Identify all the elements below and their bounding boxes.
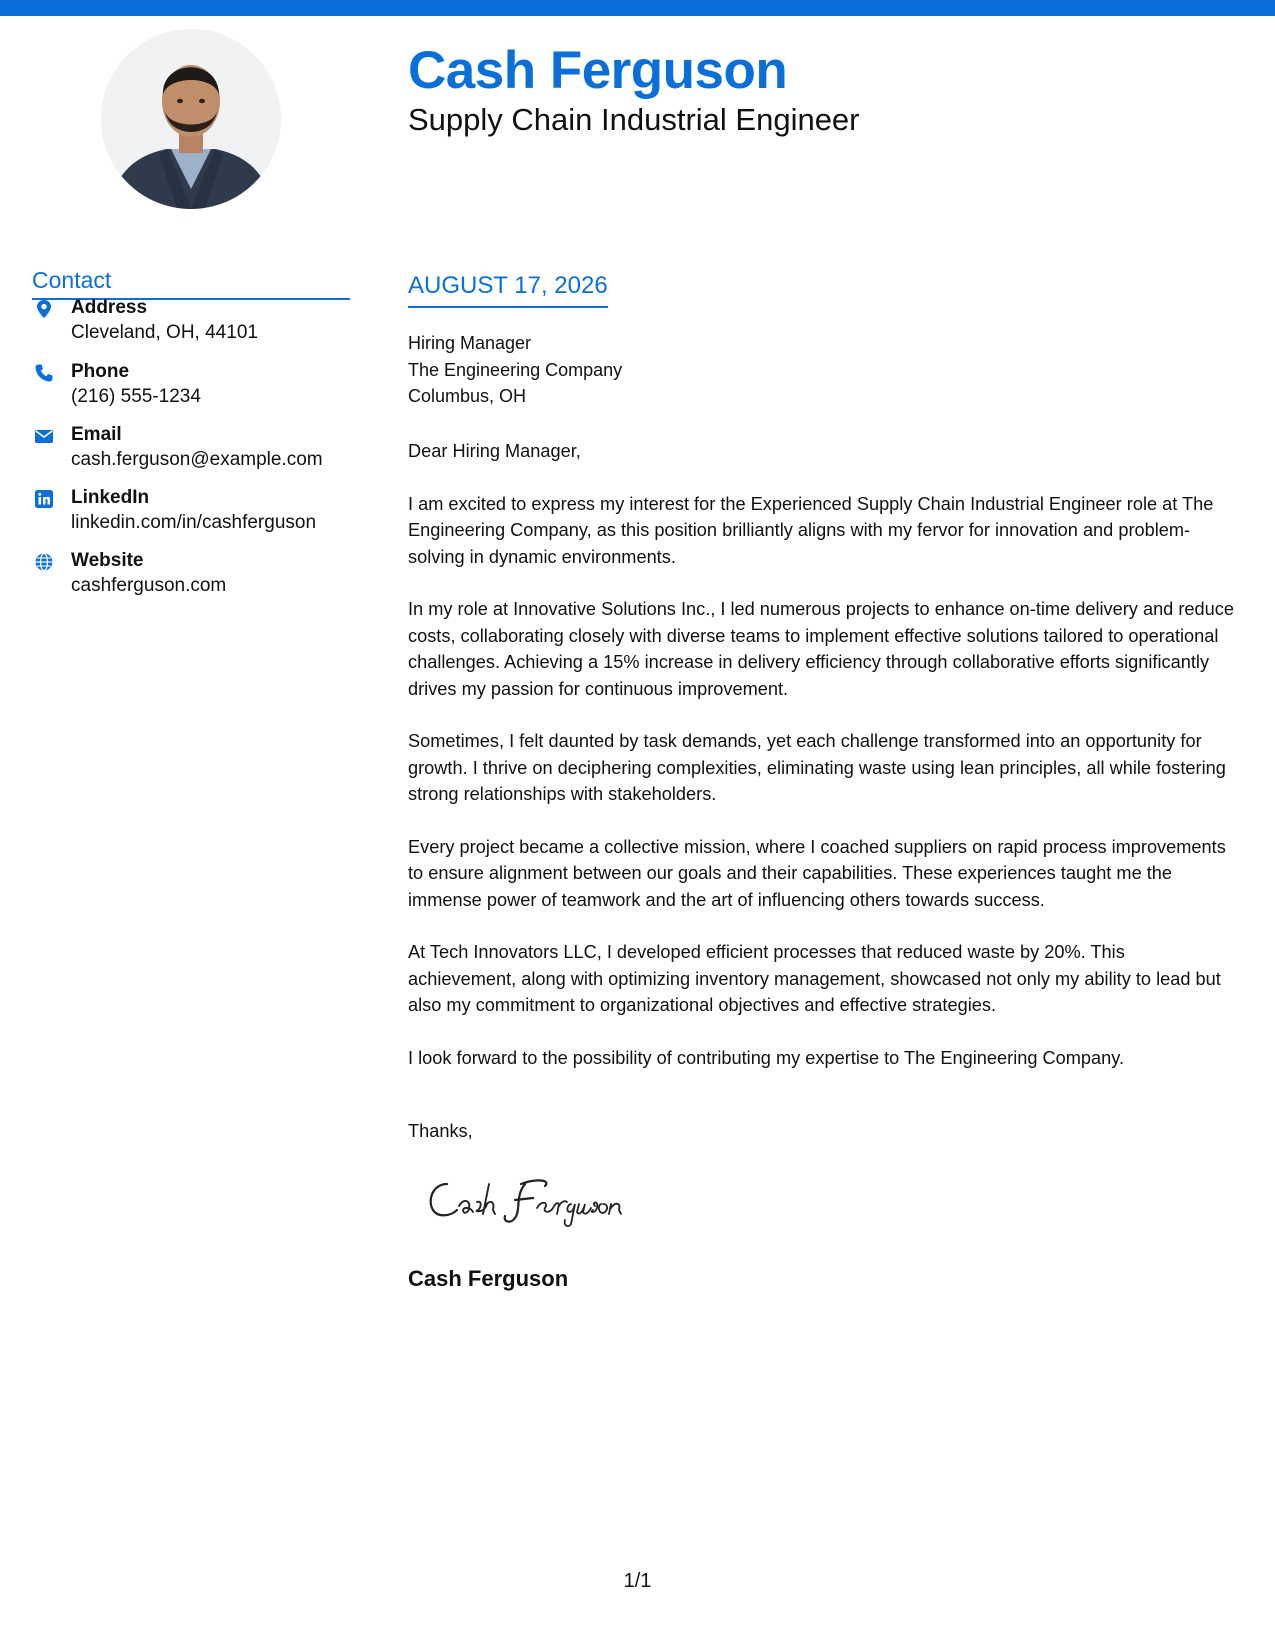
phone-icon (34, 363, 54, 383)
page-number: 1/1 (623, 1570, 652, 1592)
letter-paragraph: I am excited to express my interest for the Experienced Supply Chain Industrial Engineer role at The Engineering Company, as this position brilliantly aligns with my fervor for innovation and problem-solving in dynamic environments. (408, 493, 1214, 567)
globe-icon (34, 552, 54, 572)
letter-paragraph: At Tech Innovators LLC, I developed efficient processes that reduced waste by 20%. This achievement, along with optimizing inventory management, showcased not only my ability to lead but also my commitment to organizational objectives and effective strategies. (408, 942, 1221, 1015)
recipient-block (408, 330, 622, 410)
contact-label: Phone (71, 361, 130, 382)
handwritten-signature (425, 1170, 655, 1235)
salutation: Dear Hiring Manager, (408, 441, 581, 461)
applicant-name: Cash Ferguson (408, 41, 788, 100)
letter-date: AUGUST 17, 2026 (408, 272, 608, 308)
recipient-line: Hiring Manager (408, 333, 532, 353)
contact-heading: Contact (32, 267, 350, 300)
contact-label: Address (71, 297, 148, 318)
contact-value: (216) 555-1234 (71, 386, 201, 407)
recipient-line: Columbus, OH (408, 386, 527, 406)
contact-label: Website (71, 550, 144, 571)
recipient-line: The Engineering Company (408, 359, 623, 380)
contact-label: Email (71, 424, 122, 445)
letter-paragraph: In my role at Innovative Solutions Inc., I led numerous projects to enhance on-time delivery and reduce costs, collaborating closely with diverse teams to implement effective solutions tailored to operational challenges. Achieving a 15% increase in delivery efficiency through collaborative efforts significantly drives my passion for continuous improvement. (408, 599, 1234, 699)
contact-label: LinkedIn (71, 487, 150, 508)
job-title: Supply Chain Industrial Engineer (408, 102, 860, 137)
envelope-icon (34, 426, 54, 446)
profile-photo (101, 29, 281, 209)
linkedin-icon (34, 489, 54, 509)
letter-paragraph: I look forward to the possibility of contributing my expertise to The Engineering Company. (408, 1047, 1125, 1068)
contact-value: cash.ferguson@example.com (71, 449, 323, 470)
top-accent-bar (0, 0, 1275, 16)
letter-body (408, 438, 1238, 1097)
contact-value: linkedin.com/in/cashferguson (71, 512, 317, 533)
letter-paragraph: Sometimes, I felt daunted by task demands, yet each challenge transformed into an opportunity for growth. I thrive on deciphering complexities, eliminating waste using lean principles, all while fostering strong relationships with stakeholders. (408, 731, 1226, 804)
contact-value: cashferguson.com (71, 575, 227, 596)
map-pin-icon (34, 299, 54, 319)
contact-value: Cleveland, OH, 44101 (71, 322, 258, 343)
signer-name: Cash Ferguson (408, 1266, 569, 1291)
letter-paragraph: Every project became a collective mission, where I coached suppliers on rapid process improvements to ensure alignment between our goals and their capabilities. These experiences taught me the immense power of teamwork and the art of influencing others towards success. (408, 836, 1226, 910)
closing: Thanks, (408, 1121, 473, 1141)
